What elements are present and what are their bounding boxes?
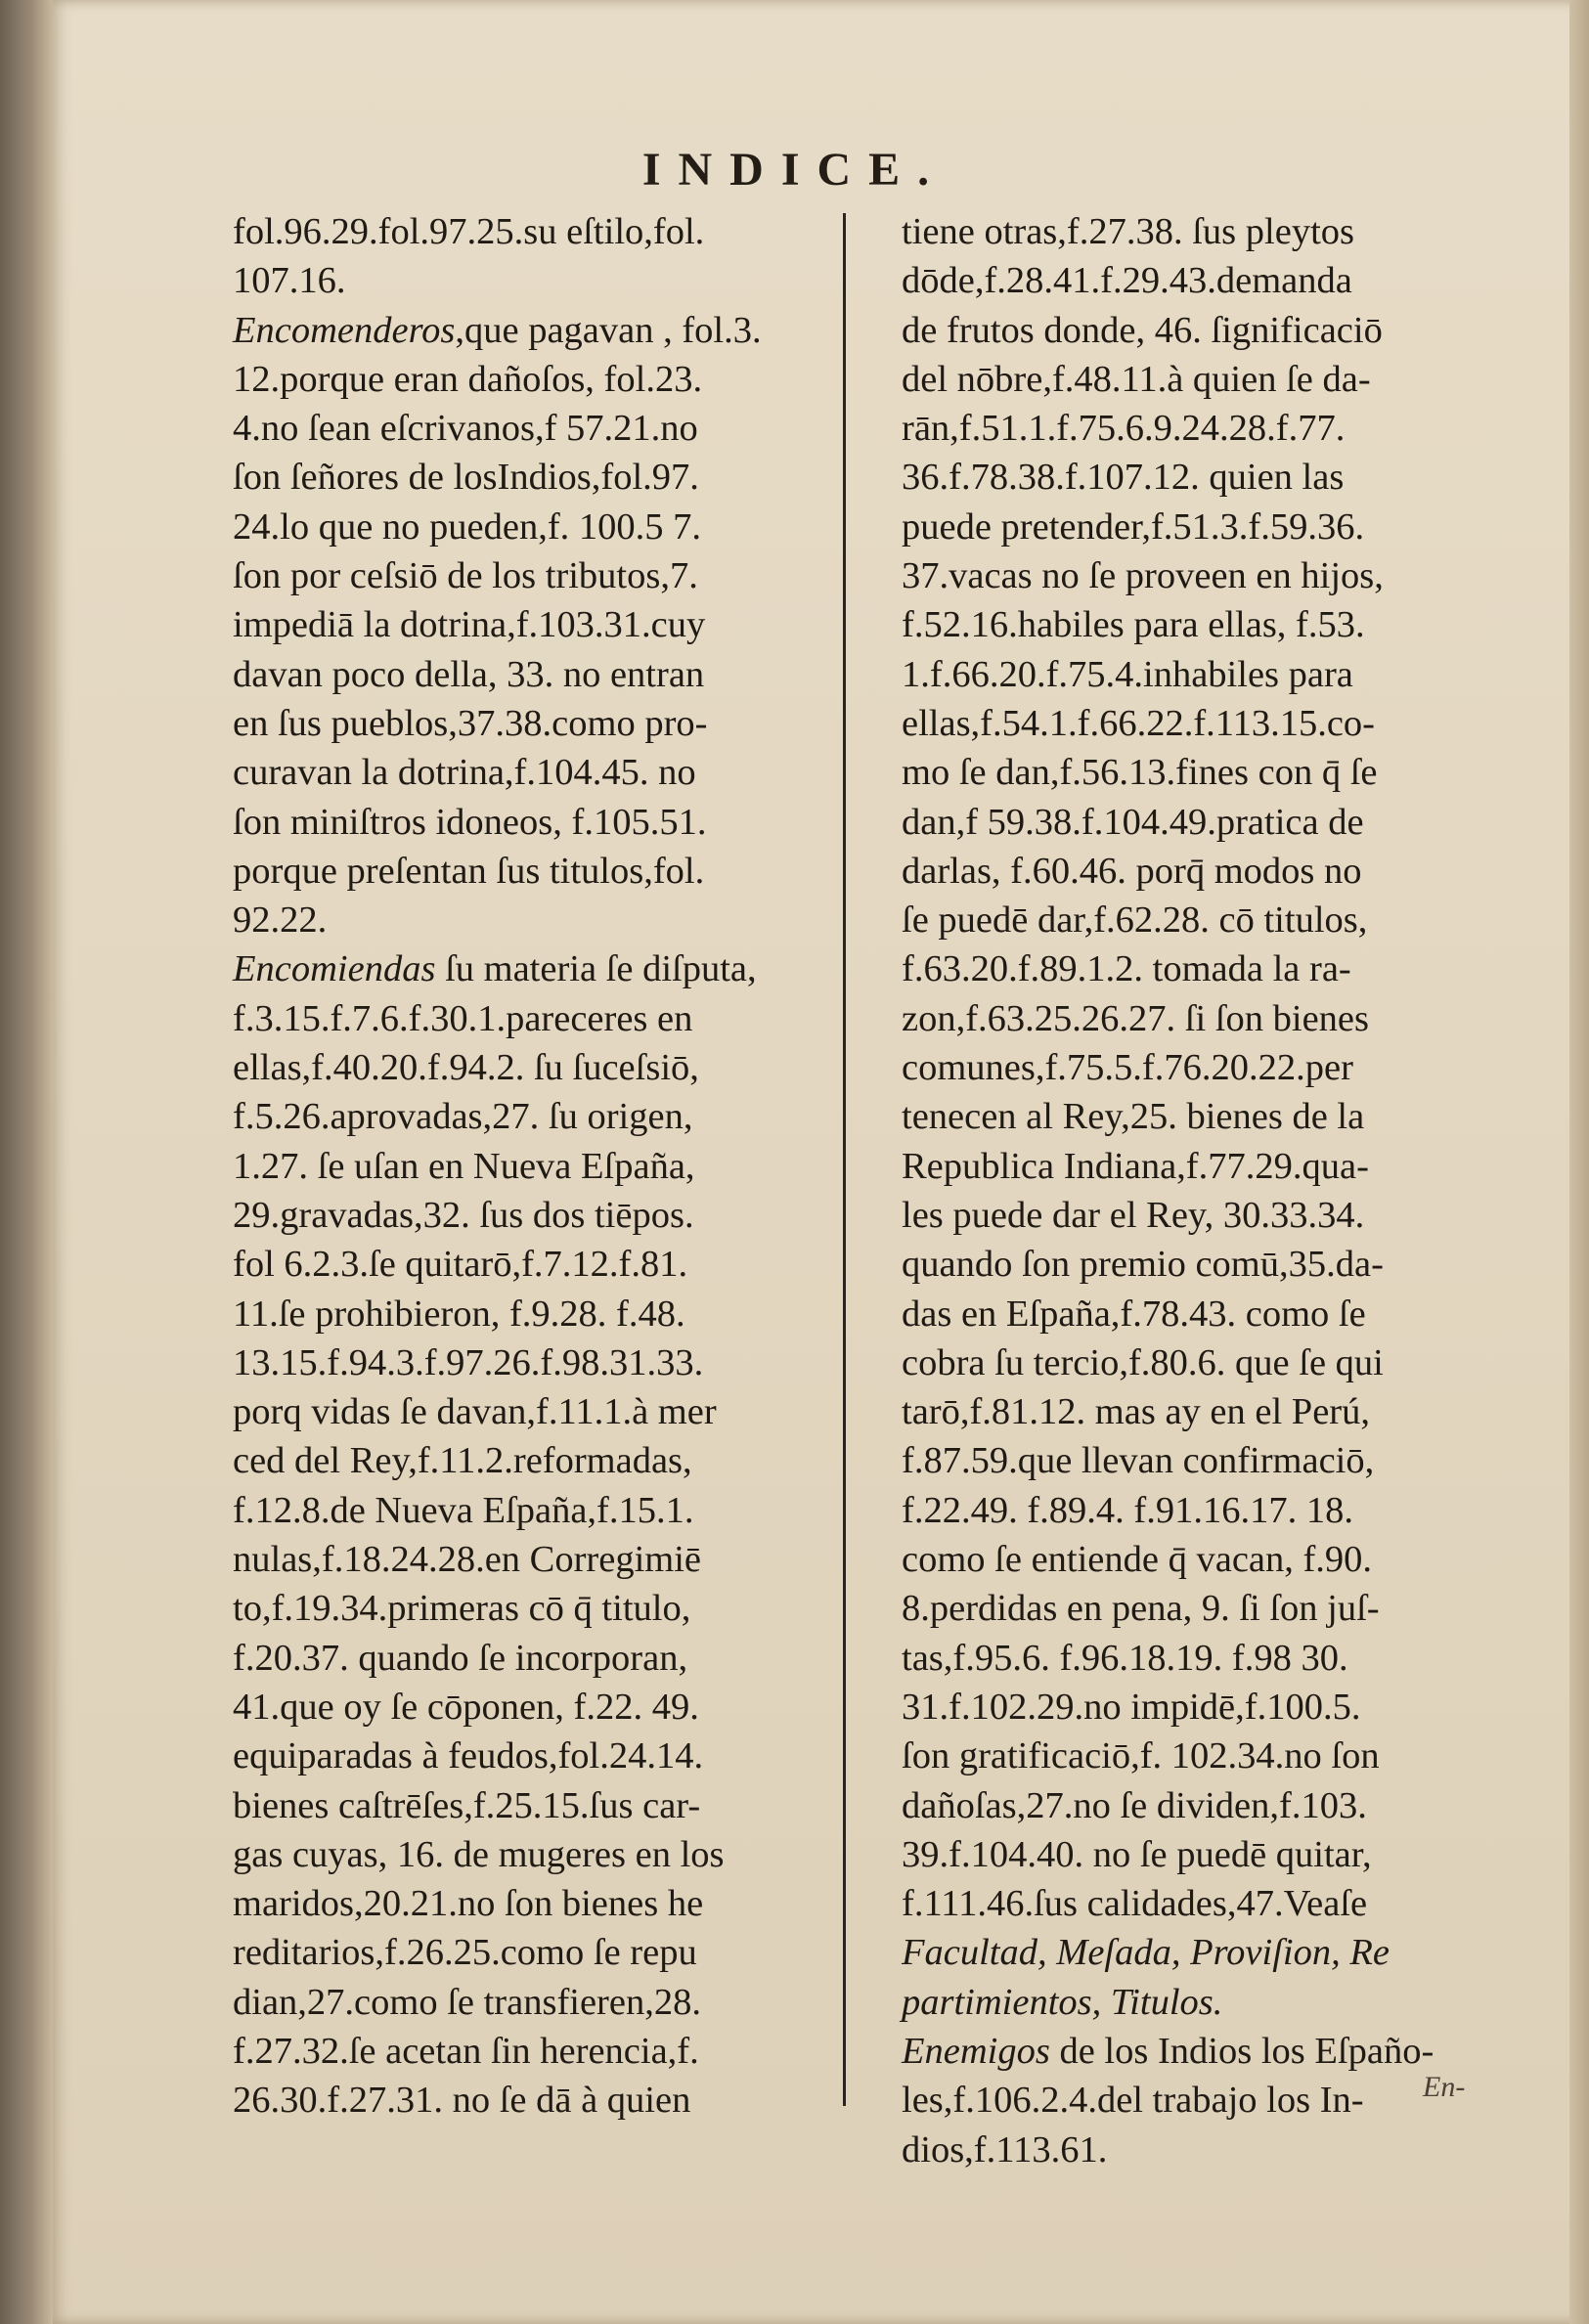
index-column-left (233, 207, 839, 2126)
index-line: impediā la dotrina,f.103.31.cuy (233, 604, 706, 646)
index-line: comunes,f.75.5.f.76.20.22.per (902, 1047, 1353, 1089)
index-line: dōde,f.28.41.f.29.43.demanda (902, 260, 1352, 302)
index-line: ſon ſeñores de losIndios,fol.97. (233, 457, 699, 499)
index-line: ſon miniſtros idoneos, f.105.51. (233, 801, 707, 843)
index-line: 24.lo que no pueden,f. 100.5 7. (233, 505, 702, 548)
index-line: ſe puedē dar,f.62.28. cō titulos, (902, 899, 1368, 942)
index-line: 39.f.104.40. no ſe puedē quitar, (902, 1833, 1372, 1875)
index-line: Enemigos de los Indios los Eſpaño- (902, 2030, 1435, 2072)
index-line: dian,27.como ſe transfieren,28. (233, 1981, 701, 2023)
page-edge (1569, 0, 1589, 2324)
catchword: En- (1423, 2071, 1466, 2103)
index-line: dañoſas,27.no ſe dividen,f.103. (902, 1784, 1367, 1826)
index-line: zon,f.63.25.26.27. ſi ſon bienes (902, 997, 1369, 1039)
index-line: bienes caſtrēſes,f.25.15.ſus car- (233, 1784, 701, 1826)
index-line: f.22.49. f.89.4. f.91.16.17. 18. (902, 1489, 1353, 1531)
index-line: f.5.26.aprovadas,27. ſu origen, (233, 1096, 693, 1138)
index-line: 36.f.78.38.f.107.12. quien las (902, 457, 1345, 499)
index-line: ſon gratificaciō,f. 102.34.no ſon (902, 1735, 1380, 1777)
index-headword: Enemigos (902, 2030, 1050, 2072)
index-line: Facultad, Meſada, Proviſion, Re (902, 1932, 1390, 1974)
index-line: les puede dar el Rey, 30.33.34. (902, 1194, 1365, 1236)
index-line: fol.96.29.fol.97.25.su eſtilo,fol. (233, 211, 705, 252)
index-line: del nōbre,f.48.11.à quien ſe da- (902, 358, 1371, 400)
index-line: davan poco della, 33. no entran (233, 653, 705, 695)
index-line: f.87.59.que llevan confirmaciō, (902, 1440, 1375, 1482)
index-line: de frutos donde, 46. ſignificaciō (902, 309, 1383, 351)
index-line: nulas,f.18.24.28.en Corregimiē (233, 1539, 702, 1581)
index-line: 37.vacas no ſe proveen en hijos, (902, 555, 1384, 597)
index-line: f.3.15.f.7.6.f.30.1.pareceres en (233, 997, 693, 1039)
index-column-right (902, 207, 1527, 2174)
index-headword: Encomenderos (233, 309, 456, 351)
index-line: dan,f 59.38.f.104.49.pratica de (902, 801, 1364, 843)
index-line: reditarios,f.26.25.como ſe repu (233, 1932, 697, 1974)
index-line: como ſe entiende q̄ vacan, f.90. (902, 1539, 1373, 1581)
index-line: 11.ſe prohibieron, f.9.28. f.48. (233, 1293, 685, 1335)
index-line: rān,f.51.1.f.75.6.9.24.28.f.77. (902, 408, 1346, 450)
index-line: 1.27. ſe uſan en Nueva Eſpaña, (233, 1145, 695, 1187)
index-line: f.20.37. quando ſe incorporan, (233, 1637, 688, 1679)
index-line: 4.no ſean eſcrivanos,f 57.21.no (233, 408, 698, 450)
index-line: puede pretender,f.51.3.f.59.36. (902, 505, 1365, 548)
index-line: 31.f.102.29.no impidē,f.100.5. (902, 1686, 1361, 1728)
index-line: Encomenderos,que pagavan , fol.3. (233, 309, 762, 351)
index-line: ellas,f.54.1.f.66.22.f.113.15.co- (902, 702, 1375, 744)
index-line: curavan la dotrina,f.104.45. no (233, 752, 696, 794)
index-line: f.111.46.ſus calidades,47.Veaſe (902, 1883, 1368, 1925)
index-line: equiparadas à feudos,fol.24.14. (233, 1735, 704, 1777)
index-line: 1.f.66.20.f.75.4.inhabiles para (902, 653, 1353, 695)
index-line: f.63.20.f.89.1.2. tomada la ra- (902, 948, 1351, 990)
index-line: f.52.16.habiles para ellas, f.53. (902, 604, 1365, 646)
index-line: tas,f.95.6. f.96.18.19. f.98 30. (902, 1637, 1348, 1679)
book-gutter (0, 0, 53, 2324)
index-line: porque preſentan ſus titulos,fol. (233, 850, 705, 892)
index-headword: Encomiendas (233, 948, 436, 990)
page-header: INDICE. (641, 144, 948, 196)
index-line: das en Eſpaña,f.78.43. como ſe (902, 1293, 1366, 1335)
index-line: 29.gravadas,32. ſus dos tiēpos. (233, 1194, 694, 1236)
index-line: f.12.8.de Nueva Eſpaña,f.15.1. (233, 1489, 694, 1531)
column-rule (843, 213, 846, 2106)
index-line: en ſus pueblos,37.38.como pro- (233, 702, 708, 744)
index-line: tarō,f.81.12. mas ay en el Perú, (902, 1391, 1370, 1433)
index-line: to,f.19.34.primeras cō q̄ titulo, (233, 1588, 691, 1630)
index-line: les,f.106.2.4.del trabajo los In- (902, 2080, 1364, 2122)
index-line: fol 6.2.3.ſe quitarō,f.7.12.f.81. (233, 1244, 688, 1286)
index-line: 8.perdidas en pena, 9. ſi ſon juſ- (902, 1588, 1380, 1630)
index-line: 13.15.f.94.3.f.97.26.f.98.31.33. (233, 1341, 704, 1383)
index-line: dios,f.113.61. (902, 2128, 1108, 2171)
index-line: 107.16. (233, 260, 346, 302)
index-line: 26.30.f.27.31. no ſe dā à quien (233, 2080, 691, 2122)
index-line: tenecen al Rey,25. bienes de la (902, 1096, 1365, 1138)
index-line: tiene otras,f.27.38. ſus pleytos (902, 211, 1354, 252)
index-line: Republica Indiana,f.77.29.qua- (902, 1145, 1369, 1187)
index-line: cobra ſu tercio,f.80.6. que ſe qui (902, 1341, 1384, 1383)
index-line: partimientos, Titulos. (902, 1981, 1223, 2023)
index-line: ſon por ceſsiō de los tributos,7. (233, 555, 698, 597)
index-line: maridos,20.21.no ſon bienes he (233, 1883, 704, 1925)
index-line: ced del Rey,f.11.2.reformadas, (233, 1440, 692, 1482)
index-line: 41.que oy ſe cōponen, f.22. 49. (233, 1686, 699, 1728)
index-line: Encomiendas ſu materia ſe diſputa, (233, 948, 757, 990)
index-line: quando ſon premio comū,35.da- (902, 1244, 1384, 1286)
index-line: 92.22. (233, 899, 328, 942)
index-line: porq vidas ſe davan,f.11.1.à mer (233, 1391, 717, 1433)
index-line: darlas, f.60.46. porq̄ modos no (902, 850, 1362, 892)
index-line: 12.porque eran dañoſos, fol.23. (233, 358, 703, 400)
index-line: f.27.32.ſe acetan ſin herencia,f. (233, 2030, 699, 2072)
index-line: ellas,f.40.20.f.94.2. ſu ſuceſsiō, (233, 1047, 699, 1089)
index-line: gas cuyas, 16. de mugeres en los (233, 1833, 725, 1875)
index-line: mo ſe dan,f.56.13.fines con q̄ ſe (902, 752, 1378, 794)
